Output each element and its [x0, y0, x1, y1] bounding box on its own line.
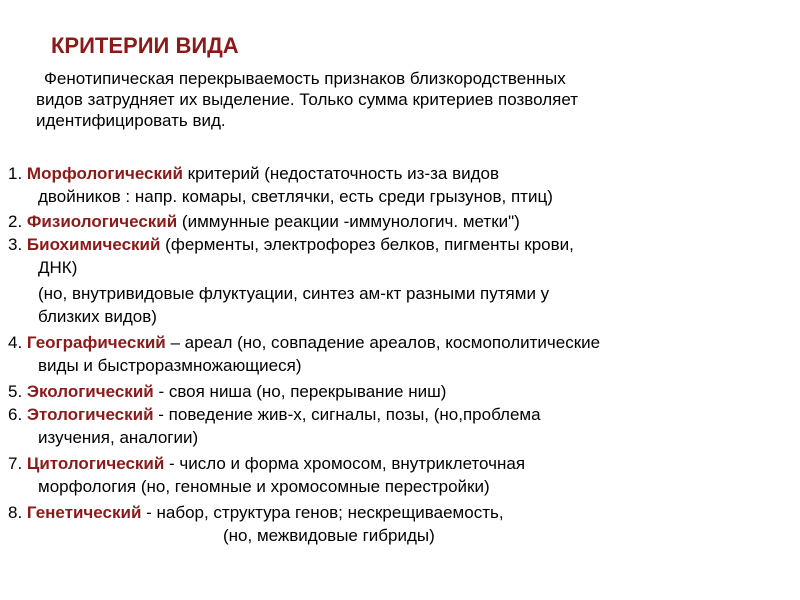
criterion-number: 5. [8, 382, 23, 401]
criterion-item-8 [8, 501, 793, 547]
criterion-text: – ареал (но, совпадение ареалов, космополитические [165, 333, 601, 352]
criterion-name: Этологический [26, 405, 154, 424]
criterion-text: (иммунные реакции -иммунологич. метки") [177, 212, 520, 231]
criterion-line [8, 380, 793, 403]
criterion-continuation: близких видов) [38, 307, 157, 326]
intro-line: Фенотипическая перекрываемость признаков близкородственных [44, 69, 566, 88]
criterion-name: Биохимический [26, 235, 161, 254]
criterion-number: 1. [8, 164, 23, 183]
criterion-item-5 [8, 380, 793, 403]
criterion-continuation: морфология (но, геномные и хромосомные перестройки) [38, 477, 490, 496]
criterion-name: Морфологический [26, 164, 183, 183]
criterion-number: 2. [8, 212, 23, 231]
criterion-item-4 [8, 331, 793, 377]
criterion-text: - набор, структура генов; нескрещиваемость, [141, 503, 504, 522]
criterion-name: Цитологический [26, 454, 165, 473]
criterion-number: 8. [8, 503, 23, 522]
criterion-item-6 [8, 403, 793, 449]
criterion-item-7 [8, 452, 793, 498]
criterion-continuation: ДНК) [38, 258, 78, 277]
criterion-line [8, 162, 793, 185]
slide-title: КРИТЕРИИ ВИДА [51, 33, 239, 58]
criterion-continuation: виды и быстроразмножающиеся) [38, 356, 302, 375]
criterion-continuation: (но, межвидовые гибриды) [223, 526, 435, 545]
criterion-line [8, 452, 793, 475]
criterion-line [8, 210, 793, 233]
criterion-text: - поведение жив-х, сигналы, позы, (но,проблема [153, 405, 541, 424]
criterion-item-1 [8, 162, 793, 208]
criterion-name: Экологический [26, 382, 154, 401]
intro-paragraph [36, 68, 776, 131]
criterion-number: 4. [8, 333, 23, 352]
criterion-text: - своя ниша (но, перекрывание ниш) [153, 382, 447, 401]
criterion-name: Географический [26, 333, 166, 352]
criterion-name: Генетический [26, 503, 142, 522]
intro-line: видов затрудняет их выделение. Только сумма критериев позволяет [36, 90, 579, 109]
criterion-number: 6. [8, 405, 23, 424]
criterion-continuation: изучения, аналогии) [38, 428, 199, 447]
criterion-line [8, 403, 793, 426]
intro-line: идентифицировать вид. [36, 111, 226, 130]
criterion-line [8, 331, 793, 354]
criterion-continuation: двойников : напр. комары, светлячки, есть среди грызунов, птиц) [38, 187, 553, 206]
criterion-text: (ферменты, электрофорез белков, пигменты крови, [160, 235, 574, 254]
criterion-continuation: (но, внутривидовые флуктуации, синтез ам-кт разными путями у [38, 284, 550, 303]
criteria-list [8, 162, 793, 547]
criterion-text: - число и форма хромосом, внутриклеточная [164, 454, 526, 473]
criterion-line [8, 501, 793, 524]
criterion-item-3 [8, 233, 793, 328]
criterion-line [8, 233, 793, 256]
criterion-text: критерий (недостаточность из-за видов [182, 164, 500, 183]
criterion-number: 3. [8, 235, 23, 254]
criterion-number: 7. [8, 454, 23, 473]
criterion-item-2 [8, 210, 793, 233]
criterion-name: Физиологический [26, 212, 178, 231]
